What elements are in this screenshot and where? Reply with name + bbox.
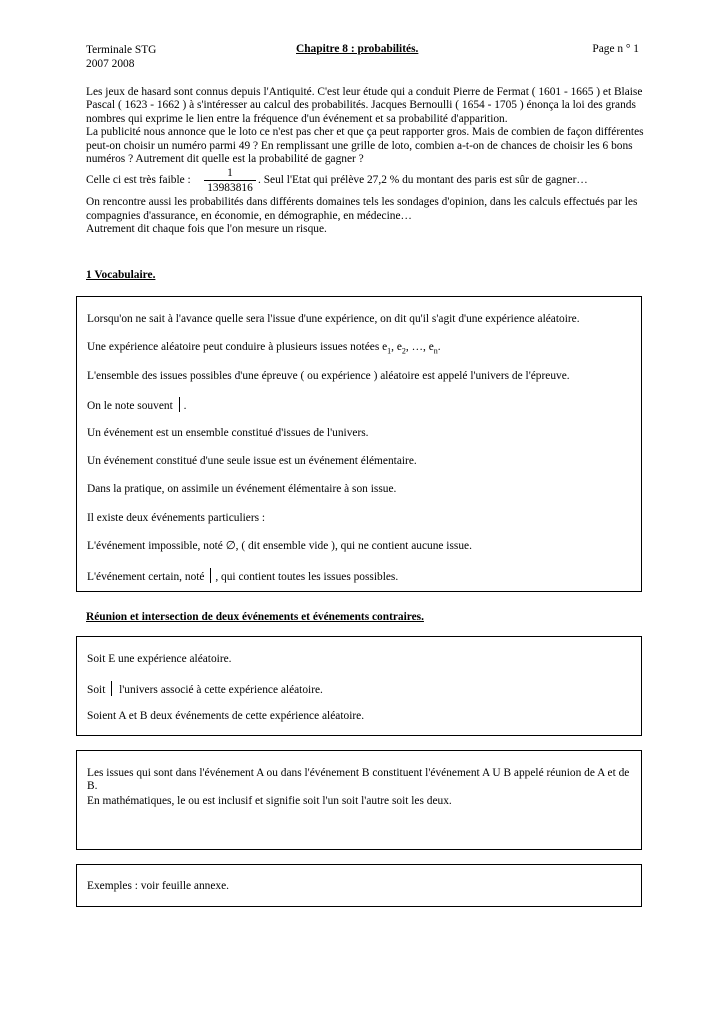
- setup-events: Soient A et B deux événements de cette expérience aléatoire.: [87, 710, 365, 722]
- outcomes-text-3: , …, e: [405, 341, 434, 354]
- setup-experiment: Soit E une expérience aléatoire.: [87, 653, 232, 665]
- introduction: [86, 86, 646, 237]
- union-box: [76, 750, 642, 850]
- outcomes-text-end: .: [437, 341, 441, 354]
- intro-paragraph-loto: La publicité nous annonce que le loto ce n'est pas cher et que ça peut rapporter gros. Mais de combien de façon différentes peut-on choisir un numéro parmi 49 ? En remplissant une grille de loto, combien a-t-on de chances de choisir les 6 bons numéros ? Autrement dit quelle est la probabilité de gagner ?: [86, 126, 644, 166]
- notation-text: On le note souvent: [87, 400, 173, 413]
- elementary-event-note: Dans la pratique, on assimile un événement élémentaire à son issue.: [87, 483, 397, 496]
- chapter-title: Chapitre 8 : probabilités.: [296, 43, 419, 55]
- examples-box: [76, 864, 642, 907]
- special-events-intro: Il existe deux événements particuliers :: [87, 511, 266, 524]
- universe-notation: [87, 398, 631, 426]
- section-title-vocabulary: 1 Vocabulaire.: [86, 269, 156, 281]
- omega-symbol: [108, 682, 116, 695]
- header-class: Terminale STG: [86, 44, 157, 56]
- outcomes-text: Une expérience aléatoire peut conduire à plusieurs issues notées e: [87, 341, 388, 354]
- setup-box: [76, 636, 642, 736]
- notation-end: .: [183, 400, 187, 413]
- outcomes-text-2: , e: [391, 341, 402, 354]
- intro-probability-line: [86, 167, 646, 195]
- page-header: [86, 43, 639, 73]
- inclusive-or-note: En mathématiques, le ou est inclusif et signifie soit l'un soit l'autre soit les deux.: [87, 795, 452, 807]
- subscript-2: 2: [401, 346, 406, 356]
- definition-random-experiment: Lorsqu'on ne sait à l'avance quelle sera l'issue d'une expérience, on dit qu'il s'agit d'une expérience aléatoire.: [87, 313, 580, 325]
- header-year: 2007 2008: [86, 58, 135, 70]
- vocabulary-box: [76, 296, 642, 592]
- certain-event: [87, 569, 631, 597]
- fraction-trail-text: . Seul l'Etat qui prélève 27,2 % du montant des paris est sûr de gagner…: [258, 174, 588, 187]
- definition-elementary-event: Un événement constitué d'une seule issue est un événement élémentaire.: [87, 454, 417, 467]
- omega-symbol: [207, 569, 215, 582]
- definition-outcomes: [87, 341, 631, 369]
- impossible-event: L'événement impossible, noté ∅, ( dit ensemble vide ), qui ne contient aucune issue.: [87, 540, 472, 553]
- definition-universe: L'ensemble des issues possibles d'une épreuve ( ou expérience ) aléatoire est appelé l'univers de l'épreuve.: [87, 369, 570, 382]
- fraction-lead-text: Celle ci est très faible :: [86, 174, 191, 187]
- section-title-union-intersection: Réunion et intersection de deux événements et événements contraires.: [86, 611, 424, 623]
- certain-event-text-end: , qui contient toutes les issues possibles.: [215, 570, 399, 583]
- subscript-n: n: [433, 346, 438, 356]
- setup-universe: [87, 682, 631, 711]
- subscript-1: 1: [387, 346, 392, 356]
- probability-fraction: [204, 167, 256, 195]
- union-definition: Les issues qui sont dans l'événement A ou dans l'événement B constituent l'événement A U B appelé réunion de A et de B.: [87, 767, 630, 793]
- intro-paragraph-risk: Autrement dit chaque fois que l'on mesure un risque.: [86, 223, 327, 236]
- intro-paragraph-domains: On rencontre aussi les probabilités dans différents domaines tels les sondages d'opinion, dans les calculs effectués par les compagnies d'assurance, en économie, en démographie, en médecine…: [86, 196, 638, 222]
- fraction-denominator: 13983816: [207, 182, 253, 195]
- setup-universe-text-end: l'univers associé à cette expérience aléatoire.: [119, 683, 323, 696]
- setup-universe-text: Soit: [87, 683, 106, 696]
- examples-reference: Exemples : voir feuille annexe.: [87, 880, 230, 892]
- omega-symbol: [176, 398, 184, 411]
- fraction-numerator: 1: [204, 167, 256, 181]
- header-class-year: [86, 43, 156, 71]
- certain-event-text: L'événement certain, noté: [87, 570, 205, 583]
- definition-event: Un événement est un ensemble constitué d'issues de l'univers.: [87, 426, 369, 439]
- page-number: Page n ° 1: [592, 43, 639, 55]
- intro-paragraph-history: Les jeux de hasard sont connus depuis l'Antiquité. C'est leur étude qui a conduit Pierre de Fermat ( 1601 - 1665 ) et Blaise Pascal ( 1623 - 1662 ) à s'intéresser au calcul des probabilités. Jacques Bernoulli ( 1654 - 1705 ) énonça la loi des grands nombres qui exprime le lien entre la fréquence d'un événement et sa probabilité d'apparition.: [86, 86, 643, 125]
